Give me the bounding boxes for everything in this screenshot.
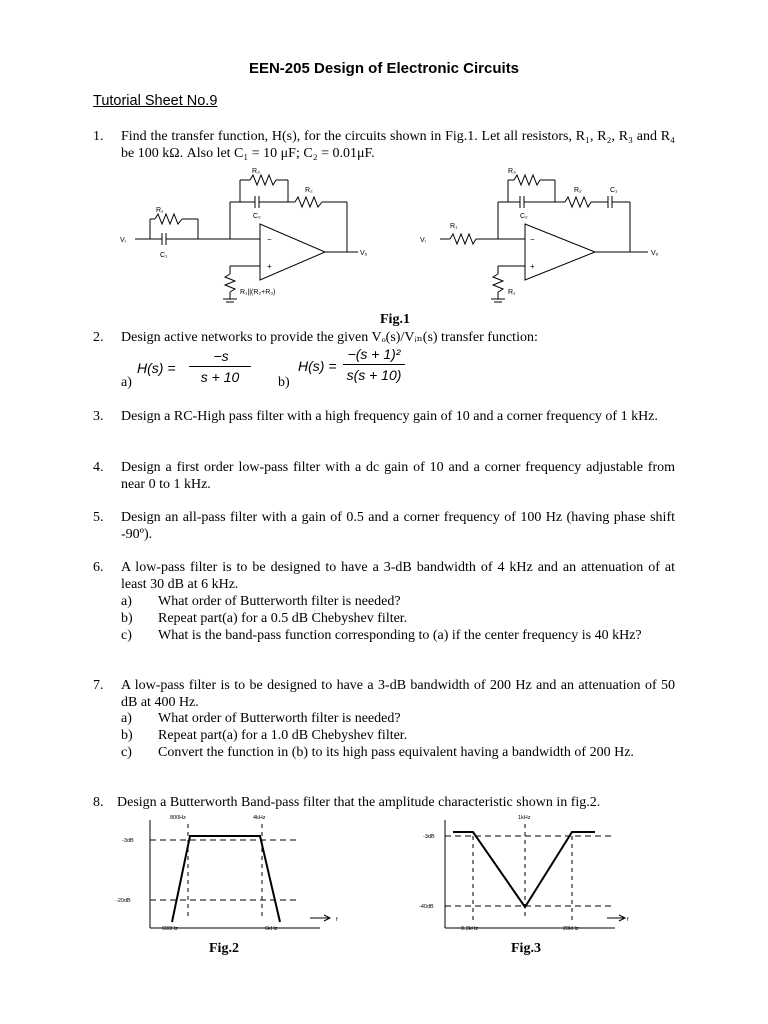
label-r1-right: R₁ [450,223,458,230]
formula-a-lhs: H(s) = [137,360,176,376]
label-c2-right: C₂ [520,213,528,220]
part-label: c) [121,628,132,643]
question-text: A low-pass filter is to be designed to have a 3-dB bandwidth of 4 kHz and an attenuation of at least 30 dB at 6 kHz. [121,560,675,592]
label-c1: C₁ [160,252,168,259]
label-rbias: R₁||(R₂+R₃) [240,289,276,296]
tick-label: 20kHz [563,926,579,932]
svg-text:+: + [530,262,535,271]
fig3-caption: Fig.3 [511,941,541,956]
label-c1-right: C₁ [610,187,618,194]
tick-label: 0.3kHz [461,926,479,932]
label-vout-right: Vₒ [651,250,659,257]
part-text: What order of Butterworth filter is needed? [158,711,401,726]
tick-label: -40dB [419,904,434,910]
page-title: EEN-205 Design of Electronic Circuits [248,60,520,77]
label-r2-right: R₂ [574,187,582,194]
question-text: A low-pass filter is to be designed to have a 3-dB bandwidth of 200 Hz and an attenuation of 50 dB at 400 Hz. [121,678,675,710]
fraction-bar [189,366,251,367]
question-number: 3. [93,409,104,424]
question-text: Design a first order low-pass filter with a dc gain of 10 and a corner frequency adjustable from near 0 to 1 kHz. [121,460,675,492]
fig2-bandpass-response [110,810,350,940]
response-curve [453,832,595,907]
svg-text:−: − [530,235,535,244]
formula-b-lhs: H(s) = [298,358,337,374]
question-text: Design active networks to provide the given Vₒ(s)/Vᵢₙ(s) transfer function: [121,330,538,345]
question-number: 2. [93,330,104,345]
circuit-right [440,175,648,302]
tick-label: -3dB [423,834,435,840]
part-b-label: b) [278,375,290,390]
question-number: 1. [93,129,104,144]
formula-a-numerator: −s [213,348,229,364]
part-text: Convert the function in (b) to its high pass equivalent having a bandwidth of 200 Hz. [158,745,634,760]
part-text: What order of Butterworth filter is needed? [158,594,401,609]
question-text: Find the transfer function, H(s), for the circuits shown in Fig.1. Let all resistors, R₁, R₂, R₃ and R₄ be 100 kΩ. Also let C₁ = 10 μF; C₂ = 0.01μF. [121,129,675,161]
tick-label: 4kHz [253,815,266,821]
label-vin: Vᵢ [120,237,126,244]
tutorial-sheet-heading: Tutorial Sheet No.9 [93,93,218,109]
part-text: Repeat part(a) for a 1.0 dB Chebyshev filter. [158,728,408,743]
part-label: c) [121,745,132,760]
part-label: a) [121,711,132,726]
question-text: Design a Butterworth Band-pass filter that the amplitude characteristic shown in fig.2. [117,795,601,810]
question-number: 5. [93,510,104,525]
tick-label: 800Hz [170,815,186,821]
svg-text:−: − [267,235,272,244]
tick-label: 600Hz [162,926,178,932]
part-label: a) [121,594,132,609]
question-number: 4. [93,460,104,475]
formula-b-numerator: −(s + 1)² [347,346,401,362]
label-r3: R₃ [252,168,260,175]
label-c2: C₂ [253,213,261,220]
label-vin-right: Vᵢ [420,237,426,244]
svg-text:+: + [267,262,272,271]
label-vout: Vₒ [360,250,368,257]
part-label: b) [121,728,133,743]
part-text: What is the band-pass function corresponding to (a) if the center frequency is 40 kHz? [158,628,642,643]
question-number: 6. [93,560,104,575]
tick-label: -20dB [116,898,131,904]
question-number: 7. [93,678,104,693]
axis-label: f [627,917,629,923]
q2-formulas [121,344,541,392]
tick-label: -3dB [122,838,134,844]
label-r3-right: R₃ [508,168,516,175]
fig1-circuits [110,162,690,322]
part-label: b) [121,611,133,626]
fraction-bar [343,364,405,365]
formula-a-denominator: s + 10 [200,369,240,385]
label-r2: R₂ [305,187,313,194]
circuit-left [135,175,358,302]
question-number: 8. [93,795,104,810]
tick-label: 1kHz [518,815,531,821]
fig2-caption: Fig.2 [209,941,239,956]
response-curve [172,836,280,922]
fig3-notch-response [415,810,645,940]
tick-label: 6kHz [265,926,278,932]
fig1-caption: Fig.1 [380,312,410,327]
part-text: Repeat part(a) for a 0.5 dB Chebyshev filter. [158,611,408,626]
question-text: Design an all-pass filter with a gain of 0.5 and a corner frequency of 100 Hz (having phase shift -90º). [121,510,675,542]
label-r1: R₁ [156,207,164,214]
part-a-label: a) [121,375,132,390]
formula-b-denominator: s(s + 10) [346,367,402,383]
question-text: Design a RC-High pass filter with a high frequency gain of 10 and a corner frequency of 1 kHz. [121,409,658,424]
axis-label: f [336,917,338,923]
label-rbias-right: R₁ [508,289,516,296]
